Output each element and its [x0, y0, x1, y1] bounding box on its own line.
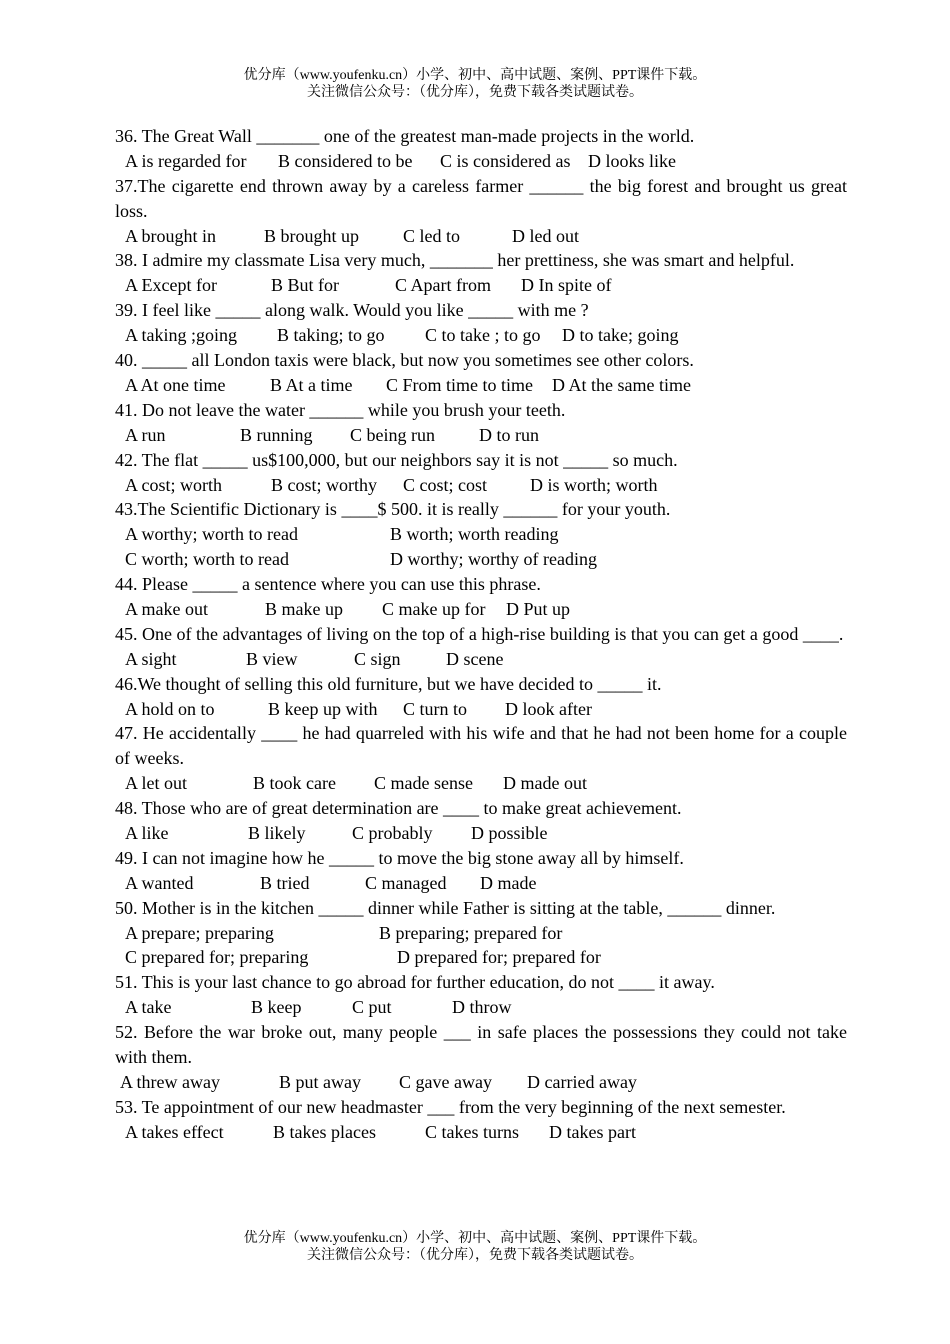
option-d: D to run	[479, 424, 539, 445]
question-45-options	[115, 647, 847, 672]
question-47-stem: 47. He accidentally ____ he had quarreled with his wife and that he had not been home for a couple of weeks.	[115, 723, 847, 769]
question-42-options	[115, 473, 847, 498]
question-52-stem: 52. Before the war broke out, many people ___ in safe places the possessions they could not take with them.	[115, 1022, 847, 1068]
question-38-stem: 38. I admire my classmate Lisa very much, _______ her prettiness, she was smart and helpful.	[115, 250, 795, 271]
option-a: A let out	[125, 773, 187, 794]
footer-line-1: 优分库（www.youfenku.cn）小学、初中、高中试题、案例、PPT课件下载。	[243, 1231, 707, 1246]
option-c: C turn to	[403, 698, 468, 719]
question-47-options	[115, 771, 847, 796]
option-c: C being run	[350, 424, 435, 445]
question-51-options	[115, 995, 847, 1020]
question-list	[115, 124, 847, 1145]
question-50-options-row-1	[115, 921, 847, 946]
option-d: D possible	[471, 823, 548, 844]
question-49-options	[115, 871, 847, 896]
question-44-stem: 44. Please _____ a sentence where you can use this phrase.	[115, 574, 541, 595]
header-line-2: 关注微信公众号：（优分库），免费下载各类试题试卷。	[307, 85, 643, 100]
option-a: A sight	[125, 648, 177, 669]
question-43-options-row-1	[115, 522, 847, 547]
option-d: D At the same time	[552, 374, 691, 395]
option-d: D carried away	[527, 1071, 637, 1092]
option-d: D made	[480, 872, 537, 893]
question-46-stem: 46.We thought of selling this old furniture, but we have decided to _____ it.	[115, 673, 662, 694]
option-b: B make up	[265, 598, 343, 619]
option-b: B But for	[271, 275, 340, 296]
option-c: C made sense	[374, 773, 473, 794]
option-d: D Put up	[506, 598, 571, 619]
option-a: A like	[125, 823, 169, 844]
option-a: A taking ;going	[125, 325, 237, 346]
option-b: B taking; to go	[277, 325, 385, 346]
option-c: C prepared for; preparing	[125, 947, 309, 968]
option-c: C Apart from	[395, 275, 491, 296]
option-a: A takes effect	[125, 1121, 224, 1142]
option-b: B worth; worth reading	[390, 524, 559, 545]
option-b: B At a time	[270, 374, 353, 395]
option-b: B keep up with	[268, 698, 378, 719]
question-53-options	[115, 1120, 847, 1145]
question-50-stem: 50. Mother is in the kitchen _____ dinner while Father is sitting at the table, ______ dinner.	[115, 897, 776, 918]
footer-line-2: 关注微信公众号：（优分库），免费下载各类试题试卷。	[307, 1248, 643, 1263]
option-a: A threw away	[120, 1071, 220, 1092]
question-51-stem: 51. This is your last chance to go abroad for further education, do not ____ it away.	[115, 972, 715, 993]
question-39-stem: 39. I feel like _____ along walk. Would you like _____ with me ?	[115, 300, 589, 321]
option-c: C is considered as	[440, 150, 571, 171]
question-49-stem: 49. I can not imagine how he _____ to move the big stone away all by himself.	[115, 847, 684, 868]
question-43-options-row-2	[115, 547, 847, 572]
option-c: C worth; worth to read	[125, 549, 289, 570]
question-41-options	[115, 423, 847, 448]
option-b: B preparing; prepared for	[379, 922, 563, 943]
option-c: C put	[352, 997, 392, 1018]
option-c: C gave away	[399, 1071, 492, 1092]
option-c: C cost; cost	[403, 474, 487, 495]
question-48-stem: 48. Those who are of great determination are ____ to make great achievement.	[115, 798, 682, 819]
option-c: C managed	[365, 872, 447, 893]
option-b: B put away	[279, 1071, 361, 1092]
option-c: C to take ; to go	[425, 325, 541, 346]
option-b: B brought up	[264, 225, 360, 246]
question-48-options	[115, 821, 847, 846]
question-40-options	[115, 373, 847, 398]
question-36-stem: 36. The Great Wall _______ one of the greatest man-made projects in the world.	[115, 126, 695, 146]
option-a: A is regarded for	[125, 150, 247, 171]
option-d: D takes part	[549, 1121, 636, 1142]
option-d: D led out	[512, 225, 579, 246]
option-d: D In spite of	[521, 275, 612, 296]
option-b: B keep	[251, 997, 302, 1018]
option-a: A At one time	[125, 374, 226, 395]
option-c: C probably	[352, 823, 433, 844]
option-a: A run	[125, 424, 166, 445]
header-line-1: 优分库（www.youfenku.cn）小学、初中、高中试题、案例、PPT课件下载。	[243, 68, 707, 83]
option-a: A cost; worth	[125, 474, 222, 495]
option-b: B tried	[260, 872, 310, 893]
question-38-options	[115, 273, 847, 298]
option-b: B cost; worthy	[271, 474, 377, 495]
question-46-options	[115, 697, 847, 722]
question-42-stem: 42. The flat _____ us$100,000, but our neighbors say it is not _____ so much.	[115, 449, 678, 470]
option-b: B takes places	[273, 1121, 376, 1142]
option-a: A take	[125, 997, 172, 1018]
question-44-options	[115, 597, 847, 622]
option-c: C From time to time	[386, 374, 533, 395]
option-a: A brought in	[125, 225, 217, 246]
question-39-options	[115, 323, 847, 348]
option-a: A Except for	[125, 275, 217, 296]
option-d: D throw	[452, 997, 512, 1018]
page-header	[0, 67, 950, 101]
question-36-options	[115, 149, 847, 174]
option-c: C sign	[354, 648, 401, 669]
option-a: A hold on to	[125, 698, 215, 719]
question-37-stem: 37.The cigarette end thrown away by a careless farmer ______ the big forest and brought us great loss.	[115, 175, 847, 221]
option-d: D looks like	[588, 150, 676, 171]
question-40-stem: 40. _____ all London taxis were black, but now you sometimes see other colors.	[115, 350, 694, 371]
question-37-options	[115, 224, 847, 249]
option-c: C led to	[403, 225, 460, 246]
option-a: A make out	[125, 598, 208, 619]
option-c: C make up for	[382, 598, 486, 619]
question-52-options	[115, 1070, 847, 1095]
page-footer	[0, 1230, 950, 1264]
option-b: B running	[240, 424, 313, 445]
option-d: D look after	[505, 698, 592, 719]
option-c: C takes turns	[425, 1121, 519, 1142]
option-a: A worthy; worth to read	[125, 524, 298, 545]
option-d: D to take; going	[562, 325, 679, 346]
option-a: A wanted	[125, 872, 194, 893]
question-50-options-row-2	[115, 945, 847, 970]
option-d: D prepared for; prepared for	[397, 947, 601, 968]
question-43-stem: 43.The Scientific Dictionary is ____$ 500. it is really ______ for your youth.	[115, 499, 671, 520]
option-d: D worthy; worthy of reading	[390, 549, 597, 570]
option-a: A prepare; preparing	[125, 922, 274, 943]
option-b: B considered to be	[278, 150, 413, 171]
option-b: B view	[246, 648, 298, 669]
option-d: D made out	[503, 773, 587, 794]
option-b: B took care	[253, 773, 336, 794]
option-d: D scene	[446, 648, 504, 669]
option-d: D is worth; worth	[530, 474, 658, 495]
question-53-stem: 53. Te appointment of our new headmaster ___ from the very beginning of the next semester.	[115, 1096, 786, 1117]
option-b: B likely	[248, 823, 306, 844]
question-41-stem: 41. Do not leave the water ______ while you brush your teeth.	[115, 399, 566, 420]
question-45-stem: 45. One of the advantages of living on the top of a high-rise building is that you can get a good ____.	[115, 623, 844, 644]
